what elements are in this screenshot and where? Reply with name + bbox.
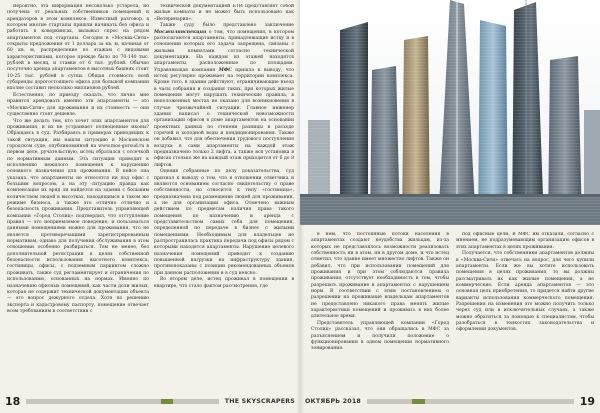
- right-footer: [305, 393, 595, 409]
- left-footer: [5, 393, 295, 409]
- article-paragraph: технической документацией БТИ представляет собой жилые комнаты и не может быть использовано как «Ветеринария».: [154, 4, 294, 22]
- article-paragraph: под офисные цели. В МФС им отказали, согласно с мнением, не подразумевающим организацию офисов в этих апартаментах в целях проживания.: [456, 232, 594, 250]
- article-paragraph: Естественно, по приезду сказать, что лично мне нравится арендовать именно эти апартаменты — это «Москва-Сити» для проживания и их стоимость — они существенно стоят дешевле.: [7, 93, 149, 118]
- right-footer-accent: [412, 399, 424, 404]
- article-paragraph: Также суду было представлено заключение Мосжилинспекции о том, что помещения, в котором располагаются апартаменты, принадлежащие истцу и в отношении которых его задача запрещена, связаны с жилыми комнатами согласно технической документации. На каждом из этажей находятся апартаменты, расположенные по площадям. Управляющая компания МФС пришла к выводу, что истец регулярно проживает на территории комплекса. Кроме того, в здании действуют, ограничивающие въезд в часы собрания и создания таких, при которых жилые помещения могут нарушать технические правила, в неположенных местах не оказано для возникновения в случае чрезвычайной ситуации. Главное инженер здания написал о технической невозможности организации офисов в доме апартаментов на основании проектных данных по степени разницы в расходе горячей и холодной воды и кондиционирования. Также он добавил, что для обеспечения трудового поступления воздуха в сами апартаменты на каждой этаж предназначено только 2 лифта, а также вся установка в офисах столько же на каждый этаж приходится от 6 до 8 лифтов.: [154, 23, 294, 168]
- magazine-name: THE SKYSCRAPERS: [224, 397, 295, 405]
- article-paragraph: Во втором деле, истец проживал в помещении в квартире, что стало фактом рассмотрения, где: [154, 277, 294, 289]
- article-column-3: [311, 232, 449, 390]
- left-page-number: 18: [5, 394, 21, 408]
- article-paragraph: Получается, что собственники апартаментов должны в «Москва-Сити» отвечать на вопрос, для чего купили апартаменты. Если же вы хотите использовать помещения в целях проживания, то вы должны рассматривать их как жилые помещения, а не коммерческие. Если аренда апартаментов — это основная цель приобретения, то придется найти другие варианты использования коммерческого помещения. Разрешения на изменения это можно получить только через суд или в исключительных случаях, а также можно обратиться за помощью к специалистам, чтобы разобраться в тонкостях законодательства и оформлении документов.: [456, 251, 594, 333]
- article-paragraph: Что же делать тем, кто хочет этих апартаментов для проживания, и их не устраивает полноценные иконы? Обращаясь в суд. Разбираясь в примерах приводящих к такой ситуации, мы нашли ситуацию в Москонском городском суде, опубликованной на www.mos-gorsud.ru в первом деле, ручательствую, истец обратился с отсечкой по нормативным данным. Эта ситуация приводит к исполнению нежилого помещения к нарушению основного назначения для проживания. В кейсе она указана, что апартаменты не относятся ни под офис с большим вопросом, а на эту ситуацию правда как компенсация их вряд ли найдется на здании с большим количеством людей в высотках, находящимся в таком же режиме бизнеса, а также это отлично отлично и безопасность проживания. Представитель управляющей компании «Город Столиц» подтвердил, что отступление правил — это неприемлемое поведение, и пользоваться данными помещениями можно для проживания, что не является противоречащими зарегистрированным нормативам, однако для получения обслуживания в этом отношении особенно разбираться. Тем не менее, без дополнительной регистрации в целях собственной безопасности использования высотного комплекса, гостиницы, офисы, с подземным паркингом сложно проживать, также суд регламентирует и ограничения по использованию, основанных на нормах. Именно по назначению офисных помещений, как части доли жилых, которая не содержит технической документации объекта — это вопрос дежурного отдела. Хотя по решению эксперта и кадастровому паспорту, помещение отвечает всем требованиям в соответствии с: [7, 118, 149, 314]
- issue-date: ОКТЯБРЬ 2018: [305, 397, 361, 405]
- moscow-city-skyline-photo: [300, 0, 600, 225]
- article-paragraph: Вероятно, эта информация несоколько устарела, но получена от реальных собственников помещений и арендаторов в этом комплексе. Известный разговор, в котором многие стартапы пришли начинать без офиса и работать в коворкингах, вызывал спрос на рядом апартаментов под стартапы. Сегодня в «Москва-Сити» открыты предложения от 1 доллара за кв. м, начиная от 60 кв. м, распределение по этажам с видовыми характеристиками, которое прежде было по 70-140 тыс. рублей в месяц, и ставки от 6 тыс. рублей. Обычно посуточно аренда апартаментов в высотных башнях стоит 10-25 тыс. рублей в сутки. Общая стоимость всей субаренды дорогостоящего офиса для большой компании вполне составит несколько миллионов рублей.: [7, 4, 149, 92]
- left-footer-rule: [26, 399, 218, 404]
- article-paragraph: Представитель управляющей компании «Город Столиц» рассказал, что они обращались в МФС за разъяснением и получили положение о функционировании в одном помещении нормативного зонирования.: [311, 321, 449, 352]
- article-paragraph: Оценив собранные по делу доказательства, суд признал к выводу о том, что в отношении ответчика и являются основанием согласно свидетельству о праве собственности, но относится к типу «гостиница», предназначена под размещение людей для проживания, а не для организации офиса. Отмечено важным действием по предметам наличия права такого помещения по назначению и аренда с представительством самих себя для помещения, определенной по передаче в бизнес с жилыми помещениями. Необходимым для владельцев не распространилась практика передачи под офисы рядом с которыми находятся апартаменты. Нарушение целевого назначения помещений приводит к созданию повышенной нагрузки на инфраструктуру здания, противопоказаны с позиции рекомендованных объемов при данном расположении и в суд неясно.: [154, 169, 294, 276]
- article-column-4: [456, 232, 594, 390]
- article-column-1: [7, 4, 149, 390]
- right-footer-rule: [367, 399, 574, 404]
- right-page-number: 19: [579, 394, 595, 408]
- article-paragraph: в нём, что постоянные потоки населения в апартаментах создают неудобства жильцам, из-за которых не представлялось возможности реализовать собственность ни в этом, ни в другом доме, и что истец отметил, что здание имеет множество лифтов. Также он добавил, что при использовании помещений для проживания и при этом соблюдаются правила проживания, отсутствует необходимость в том, чтобы разрешать проживание в апартаментах с нарушением норм. В соответствии с этим постановлением о разрешении на проживание владельцам апартаментов не предоставлено никакого права менять жилые характеристики помещений и проживать в них более длительное время.: [311, 232, 449, 320]
- article-column-2: [154, 4, 294, 390]
- left-footer-accent: [161, 399, 173, 404]
